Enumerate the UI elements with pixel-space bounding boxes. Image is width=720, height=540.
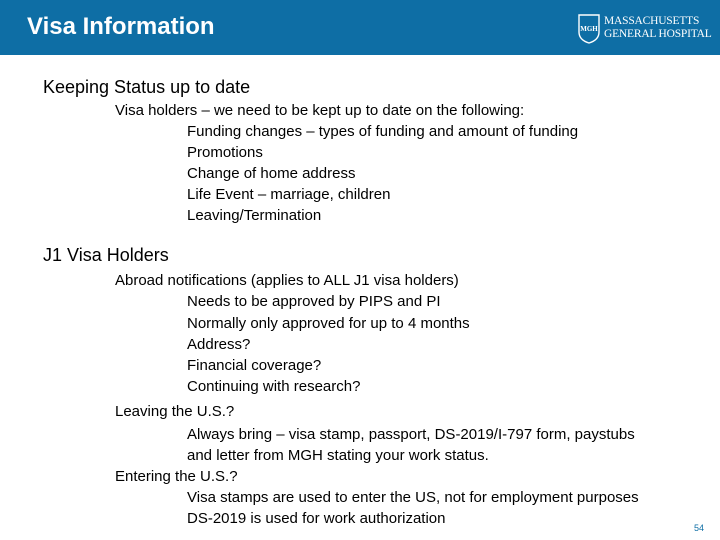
mgh-logo	[578, 14, 714, 46]
list-item: Financial coverage?	[187, 357, 322, 374]
list-item: Address?	[187, 336, 251, 353]
list-item: Life Event – marriage, children	[187, 186, 391, 203]
slide-title: Visa Information	[27, 13, 215, 40]
list-item: Normally only approved for up to 4 months	[187, 315, 470, 332]
logo-line-1: MASSACHUSETTS	[604, 15, 700, 27]
list-item: Promotions	[187, 144, 263, 161]
logo-shield-text: MGH	[580, 25, 598, 33]
page-number: 54	[694, 523, 705, 533]
list-item: and letter from MGH stating your work status.	[187, 447, 489, 464]
group-label-leaving: Leaving the U.S.?	[115, 403, 235, 420]
header-bar	[0, 0, 720, 55]
list-item: Visa stamps are used to enter the US, not for employment purposes	[187, 489, 639, 506]
list-item: Funding changes – types of funding and amount of funding	[187, 123, 579, 140]
section-heading-keeping-status: Keeping Status up to date	[43, 77, 251, 97]
list-item: Continuing with research?	[187, 378, 361, 395]
logo-line-2: GENERAL HOSPITAL	[604, 28, 712, 40]
list-item: Always bring – visa stamp, passport, DS-2019/I-797 form, paystubs	[187, 426, 635, 443]
group-label-entering: Entering the U.S.?	[115, 468, 238, 485]
list-item: Needs to be approved by PIPS and PI	[187, 293, 441, 310]
list-item: Change of home address	[187, 165, 356, 182]
logo-wordmark	[604, 15, 712, 41]
mgh-shield-icon	[578, 14, 600, 44]
list-item: DS-2019 is used for work authorization	[187, 510, 446, 527]
group-label-abroad: Abroad notifications (applies to ALL J1 visa holders)	[115, 272, 459, 289]
section-intro: Visa holders – we need to be kept up to date on the following:	[115, 102, 525, 119]
section-heading-j1-visa: J1 Visa Holders	[43, 245, 169, 265]
list-item: Leaving/Termination	[187, 207, 322, 224]
